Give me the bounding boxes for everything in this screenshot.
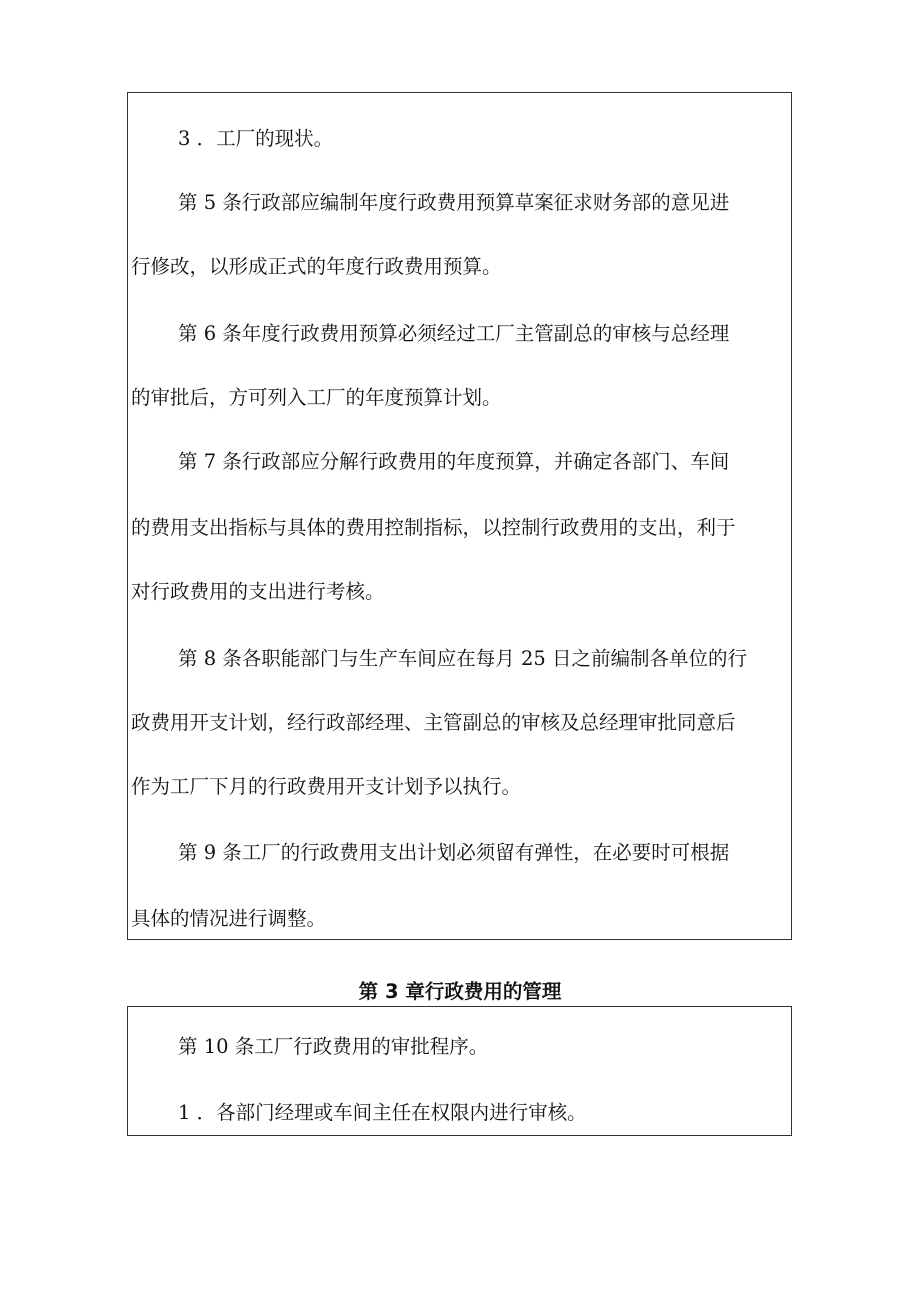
list-item-3: 3 ．工厂的现状。 xyxy=(178,127,334,150)
article-8-line-3: 作为工厂下月的行政费用开支计划予以执行。 xyxy=(131,775,522,798)
article-5-line-2: 行修改，以形成正式的年度行政费用预算。 xyxy=(131,255,502,278)
article-8-line-2: 政费用开支计划，经行政部经理、主管副总的审核及总经理审批同意后 xyxy=(131,711,736,734)
article-9-line-2: 具体的情况进行调整。 xyxy=(131,907,327,930)
article-7-line-1: 第 7 条行政部应分解行政费用的年度预算，并确定各部门、车间 xyxy=(178,450,730,473)
article-10-line-1: 第 10 条工厂行政费用的审批程序。 xyxy=(178,1035,489,1058)
list-item-1: 1 ．各部门经理或车间主任在权限内进行审核。 xyxy=(178,1101,587,1124)
content-box-1 xyxy=(127,92,792,940)
chapter-heading: 第 3 章行政费用的管理 xyxy=(358,980,562,1003)
article-6-line-2: 的审批后，方可列入工厂的年度预算计划。 xyxy=(131,386,502,409)
article-5-line-1: 第 5 条行政部应编制年度行政费用预算草案征求财务部的意见进 xyxy=(178,191,730,214)
content-box-2 xyxy=(127,1006,792,1136)
article-6-line-1: 第 6 条年度行政费用预算必须经过工厂主管副总的审核与总经理 xyxy=(178,322,730,345)
article-9-line-1: 第 9 条工厂的行政费用支出计划必须留有弹性，在必要时可根据 xyxy=(178,841,730,864)
article-7-line-3: 对行政费用的支出进行考核。 xyxy=(131,580,385,603)
article-7-line-2: 的费用支出指标与具体的费用控制指标，以控制行政费用的支出，利于 xyxy=(131,516,736,539)
article-8-line-1: 第 8 条各职能部门与生产车间应在每月 25 日之前编制各单位的行 xyxy=(178,647,748,670)
